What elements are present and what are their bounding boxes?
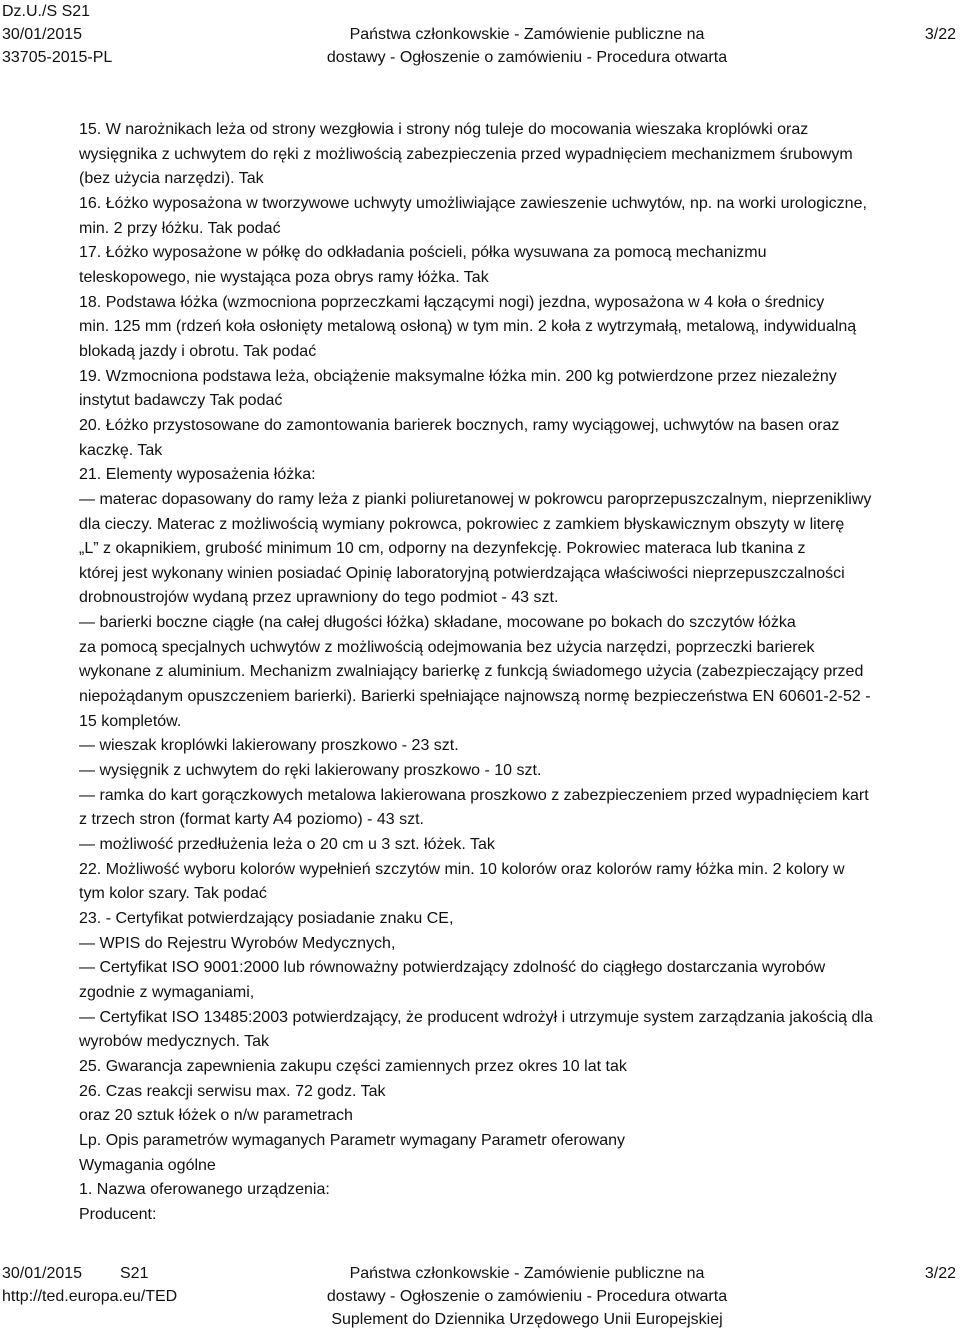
footer-url: http://ted.europa.eu/TED bbox=[2, 1288, 178, 1305]
body-line: — materac dopasowany do ramy leża z pianki poliuretanowej w pokrowcu paroprzepuszczalnym, nieprzenikliwy bbox=[79, 490, 872, 508]
body-line: 15. W narożnikach leża od strony wezgłowia i strony nóg tuleje do mocowania wieszaka kroplówki oraz bbox=[79, 121, 809, 138]
body-line: z trzech stron (format karty A4 poziomo) - 43 szt. bbox=[79, 811, 424, 829]
body-line: min. 125 mm (rdzeń koła osłonięty metalową osłoną) w tym min. 2 koła z wytrzymałą, metalową, indywidualną bbox=[79, 318, 857, 336]
footer-left bbox=[2, 1262, 177, 1308]
body-line: Lp. Opis parametrów wymaganych Parametr wymagany Parametr oferowany bbox=[79, 1131, 625, 1149]
body-line: 23. - Certyfikat potwierdzający posiadanie znaku CE, bbox=[79, 910, 454, 927]
body-line: 25. Gwarancja zapewnienia zakupu części zamiennych przez okres 10 lat tak bbox=[79, 1057, 627, 1075]
journal-reference: Dz.U./S S21 bbox=[2, 3, 91, 20]
body-line: — ramka do kart gorączkowych metalowa lakierowana proszkowo z zabezpieczeniem przed wypadnięciem kart bbox=[79, 786, 869, 804]
body-line: 18. Podstawa łóżka (wzmocniona poprzeczkami łączącymi nogi) jezdna, wyposażona w 4 koła o średnicy bbox=[79, 293, 825, 311]
body-line: Producent: bbox=[79, 1205, 157, 1223]
body-line: drobnoustrojów wydaną przez uprawniony do tego podmiot - 43 szt. bbox=[79, 589, 559, 607]
footer-title bbox=[301, 1262, 753, 1331]
body-line: instytut badawczy Tak podać bbox=[79, 392, 283, 410]
page-footer bbox=[0, 1262, 960, 1334]
header-date: 30/01/2015 bbox=[2, 26, 83, 43]
footer-series: S21 bbox=[120, 1265, 149, 1282]
footer-date: 30/01/2015 bbox=[2, 1265, 83, 1282]
body-line: 19. Wzmocniona podstawa leża, obciążenie maksymalne łóżka min. 200 kg potwierdzone przez niezależny bbox=[79, 367, 837, 385]
body-line: Wymagania ogólne bbox=[79, 1156, 216, 1174]
body-line: oraz 20 sztuk łóżek o n/w parametrach bbox=[79, 1107, 353, 1125]
body-line: — wysięgnik z uchwytem do ręki lakierowany proszkowo - 10 szt. bbox=[79, 762, 542, 780]
body-line: której jest wykonany winien posiadać Opinię laboratoryjną potwierdzająca właściwości nieprzepuszczalności bbox=[79, 564, 845, 582]
body-line: — Certyfikat ISO 13485:2003 potwierdzający, że producent wdrożył i utrzymuje system zarządzania jakością dla bbox=[79, 1008, 873, 1026]
footer-page-number: 3/22 bbox=[924, 1265, 956, 1282]
footer-supplement-title: Suplement do Dziennika Urzędowego Unii Europejskiej bbox=[331, 1311, 723, 1328]
body-line: niepożądanym opuszczeniem barierki). Barierki spełniające najnowszą normę bezpieczeństwa EN 60601-2-52 - bbox=[79, 688, 871, 706]
body-line: — Certyfikat ISO 9001:2000 lub równoważny potwierdzający zdolność do ciągłego dostarczania wyrobów bbox=[79, 959, 826, 977]
body-line: — WPIS do Rejestru Wyrobów Medycznych, bbox=[79, 934, 396, 952]
body-line: min. 2 przy łóżku. Tak podać bbox=[79, 219, 281, 237]
body-line: 20. Łóżko przystosowane do zamontowania barierek bocznych, ramy wyciągowej, uchwytów na basen oraz bbox=[79, 416, 840, 434]
header-page-number: 3/22 bbox=[924, 26, 956, 43]
document-number: 33705-2015-PL bbox=[2, 49, 113, 66]
body-line: kaczkę. Tak bbox=[79, 441, 163, 459]
body-line: zgodnie z wymaganiami, bbox=[79, 983, 255, 1001]
body-line: za pomocą specjalnych uchwytów z możliwością odejmowania bez użycia narzędzi, poprzeczki barierek bbox=[79, 638, 815, 656]
body-line: — barierki boczne ciągłe (na całej długości łóżka) składane, mocowane po bokach do szczytów łóżka bbox=[79, 614, 796, 632]
body-line: 21. Elementy wyposażenia łóżka: bbox=[79, 466, 316, 484]
footer-title-line-1: Państwa członkowskie - Zamówienie publiczne na bbox=[349, 1265, 705, 1282]
body-line: 17. Łóżko wyposażone w półkę do odkładania pościeli, półka wysuwana za pomocą mechanizmu bbox=[79, 244, 767, 262]
body-line: blokadą jazdy i obrotu. Tak podać bbox=[79, 342, 317, 360]
body-line: „L” z okapnikiem, grubość minimum 10 cm, odporny na dezynfekcję. Pokrowiec materaca lub tkanina z bbox=[79, 540, 806, 558]
body-line: 26. Czas reakcji serwisu max. 72 godz. Tak bbox=[79, 1082, 386, 1100]
header-title bbox=[301, 23, 753, 69]
body-line: wyrobów medycznych. Tak bbox=[79, 1033, 269, 1051]
body-line: teleskopowego, nie wystająca poza obrys ramy łóżka. Tak bbox=[79, 268, 489, 286]
body-line: dla cieczy. Materac z możliwością wymiany pokrowca, pokrowiec z zamkiem błyskawicznym obszyty w literę bbox=[79, 515, 845, 533]
body-line: tym kolor szary. Tak podać bbox=[79, 885, 267, 903]
body-line: 16. Łóżko wyposażona w tworzywowe uchwyty umożliwiające zawieszenie uchwytów, np. na worki urologiczne, bbox=[79, 194, 867, 212]
footer-title-line-2: dostawy - Ogłoszenie o zamówieniu - Procedura otwarta bbox=[326, 1288, 728, 1305]
page-header bbox=[0, 0, 960, 70]
header-title-line-2: dostawy - Ogłoszenie o zamówieniu - Procedura otwarta bbox=[326, 49, 728, 66]
body-line: 15 kompletów. bbox=[79, 712, 182, 730]
body-line: 22. Możliwość wyboru kolorów wypełnień szczytów min. 10 kolorów oraz kolorów ramy łóżka min. 2 kolory w bbox=[79, 860, 845, 878]
document-body bbox=[79, 118, 957, 1228]
body-line: wysięgnika z uchwytem do ręki z możliwością zabezpieczenia przed wypadnięciem mechanizmem śrubowym bbox=[79, 145, 853, 163]
body-line: — wieszak kroplówki lakierowany proszkowo - 23 szt. bbox=[79, 737, 459, 755]
header-left bbox=[2, 0, 112, 69]
body-line: wykonane z aluminium. Mechanizm zwalniający barierkę z funkcją świadomego użycia (zabezpieczający przed bbox=[79, 663, 864, 681]
header-title-line-1: Państwa członkowskie - Zamówienie publiczne na bbox=[349, 26, 705, 43]
body-line: — możliwość przedłużenia leża o 20 cm u 3 szt. łóżek. Tak bbox=[79, 836, 495, 854]
body-line: 1. Nazwa oferowanego urządzenia: bbox=[79, 1181, 330, 1199]
body-line: (bez użycia narzędzi). Tak bbox=[79, 170, 264, 188]
